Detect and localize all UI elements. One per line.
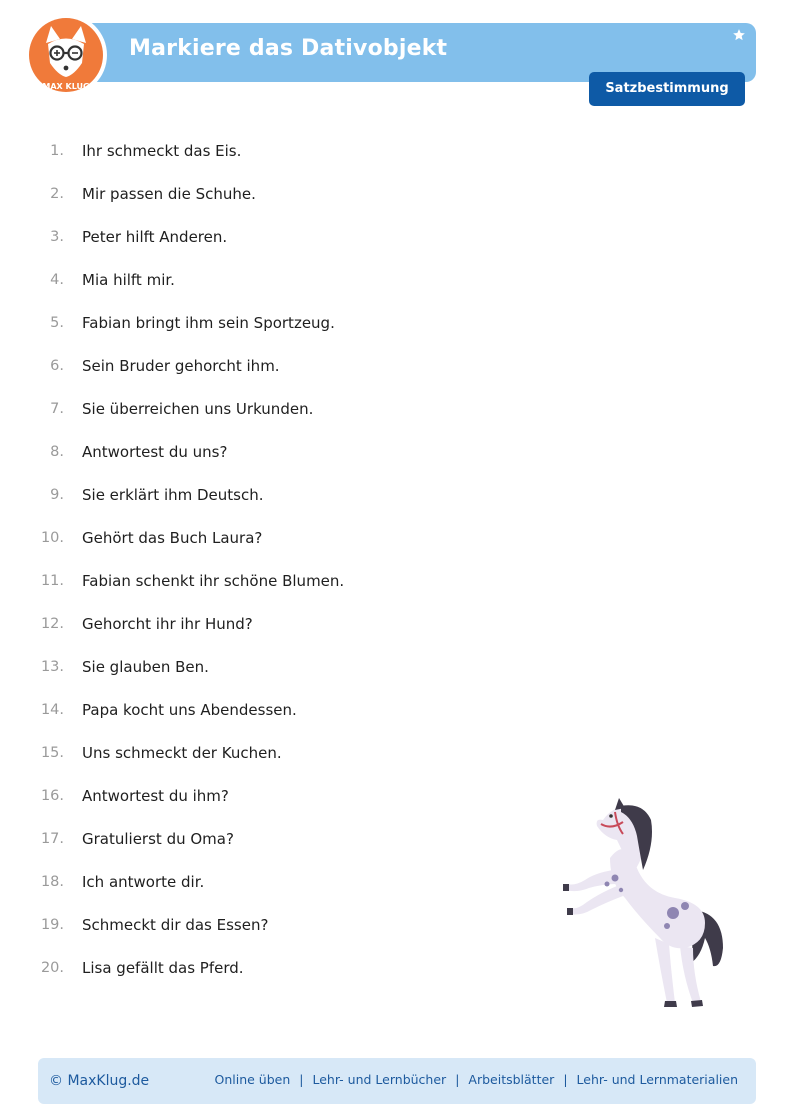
exercise-item [0, 569, 560, 593]
footer-link-lehr-lernmaterialien[interactable]: Lehr- und Lernmaterialien [576, 1072, 738, 1087]
exercise-item [0, 526, 560, 550]
footer-link-lehr-lernbuecher[interactable]: Lehr- und Lernbücher [312, 1072, 447, 1087]
footer-separator: | [299, 1072, 304, 1087]
exercise-number: 19. [40, 917, 64, 933]
footer-copyright[interactable]: © MaxKlug.de [49, 1073, 150, 1089]
exercise-sentence[interactable]: Gehorcht ihr ihr Hund? [82, 615, 253, 633]
exercise-number: 1. [50, 143, 64, 159]
exercise-number: 14. [40, 702, 64, 718]
exercise-number: 10. [40, 530, 64, 546]
exercise-item [0, 913, 560, 937]
exercise-sentence[interactable]: Antwortest du ihm? [82, 787, 229, 805]
exercise-number: 6. [50, 358, 64, 374]
exercise-sentence[interactable]: Sie überreichen uns Urkunden. [82, 400, 314, 418]
exercise-item [0, 397, 560, 421]
exercise-sentence[interactable]: Uns schmeckt der Kuchen. [82, 744, 282, 762]
exercise-number: 3. [50, 229, 64, 245]
exercise-number: 17. [40, 831, 64, 847]
footer-separator: | [563, 1072, 568, 1087]
footer-link-online-ueben[interactable]: Online üben [214, 1072, 291, 1087]
page-title: Markiere das Dativobjekt [129, 36, 448, 61]
exercise-number: 12. [40, 616, 64, 632]
exercise-number: 7. [50, 401, 64, 417]
exercise-sentence[interactable]: Mir passen die Schuhe. [82, 185, 256, 203]
footer-link-arbeitsblaetter[interactable]: Arbeitsblätter [468, 1072, 555, 1087]
exercise-number: 13. [40, 659, 64, 675]
horse-illustration [555, 798, 735, 1013]
exercise-item [0, 268, 560, 292]
exercise-number: 20. [40, 960, 64, 976]
exercise-sentence[interactable]: Lisa gefällt das Pferd. [82, 959, 244, 977]
star-icon [732, 28, 746, 42]
exercise-number: 18. [40, 874, 64, 890]
exercise-sentence[interactable]: Antwortest du uns? [82, 443, 228, 461]
exercise-sentence[interactable]: Ihr schmeckt das Eis. [82, 142, 242, 160]
exercise-number: 9. [50, 487, 64, 503]
exercise-item [0, 870, 560, 894]
exercise-number: 4. [50, 272, 64, 288]
exercise-number: 5. [50, 315, 64, 331]
exercise-item [0, 612, 560, 636]
exercise-item [0, 483, 560, 507]
exercise-sentence[interactable]: Fabian bringt ihm sein Sportzeug. [82, 314, 335, 332]
exercise-sentence[interactable]: Gratulierst du Oma? [82, 830, 234, 848]
logo-text: MAX KLUG [42, 82, 90, 91]
exercise-item [0, 139, 560, 163]
exercise-item [0, 182, 560, 206]
exercise-number: 15. [40, 745, 64, 761]
exercise-item [0, 311, 560, 335]
exercise-item [0, 440, 560, 464]
exercise-sentence[interactable]: Sie glauben Ben. [82, 658, 209, 676]
exercise-sentence[interactable]: Mia hilft mir. [82, 271, 175, 289]
footer-separator: | [455, 1072, 460, 1087]
exercise-number: 16. [40, 788, 64, 804]
exercise-item [0, 827, 560, 851]
exercise-sentence[interactable]: Schmeckt dir das Essen? [82, 916, 269, 934]
exercise-sentence[interactable]: Peter hilft Anderen. [82, 228, 228, 246]
exercise-number: 8. [50, 444, 64, 460]
footer [38, 1058, 756, 1104]
exercise-number: 2. [50, 186, 64, 202]
exercise-sentence[interactable]: Sie erklärt ihm Deutsch. [82, 486, 264, 504]
exercise-item [0, 354, 560, 378]
exercise-item [0, 956, 560, 980]
topic-badge: Satzbestimmung [589, 72, 745, 106]
exercise-item [0, 225, 560, 249]
exercise-item [0, 741, 560, 765]
exercise-sentence[interactable]: Papa kocht uns Abendessen. [82, 701, 297, 719]
exercise-sentence[interactable]: Fabian schenkt ihr schöne Blumen. [82, 572, 345, 590]
exercise-item [0, 655, 560, 679]
exercise-sentence[interactable]: Gehört das Buch Laura? [82, 529, 263, 547]
exercise-item [0, 698, 560, 722]
exercise-sentence[interactable]: Sein Bruder gehorcht ihm. [82, 357, 280, 375]
footer-links [215, 1058, 739, 1102]
fox-logo-icon [24, 13, 108, 97]
exercise-number: 11. [40, 573, 64, 589]
exercise-item [0, 784, 560, 808]
exercise-sentence[interactable]: Ich antworte dir. [82, 873, 205, 891]
